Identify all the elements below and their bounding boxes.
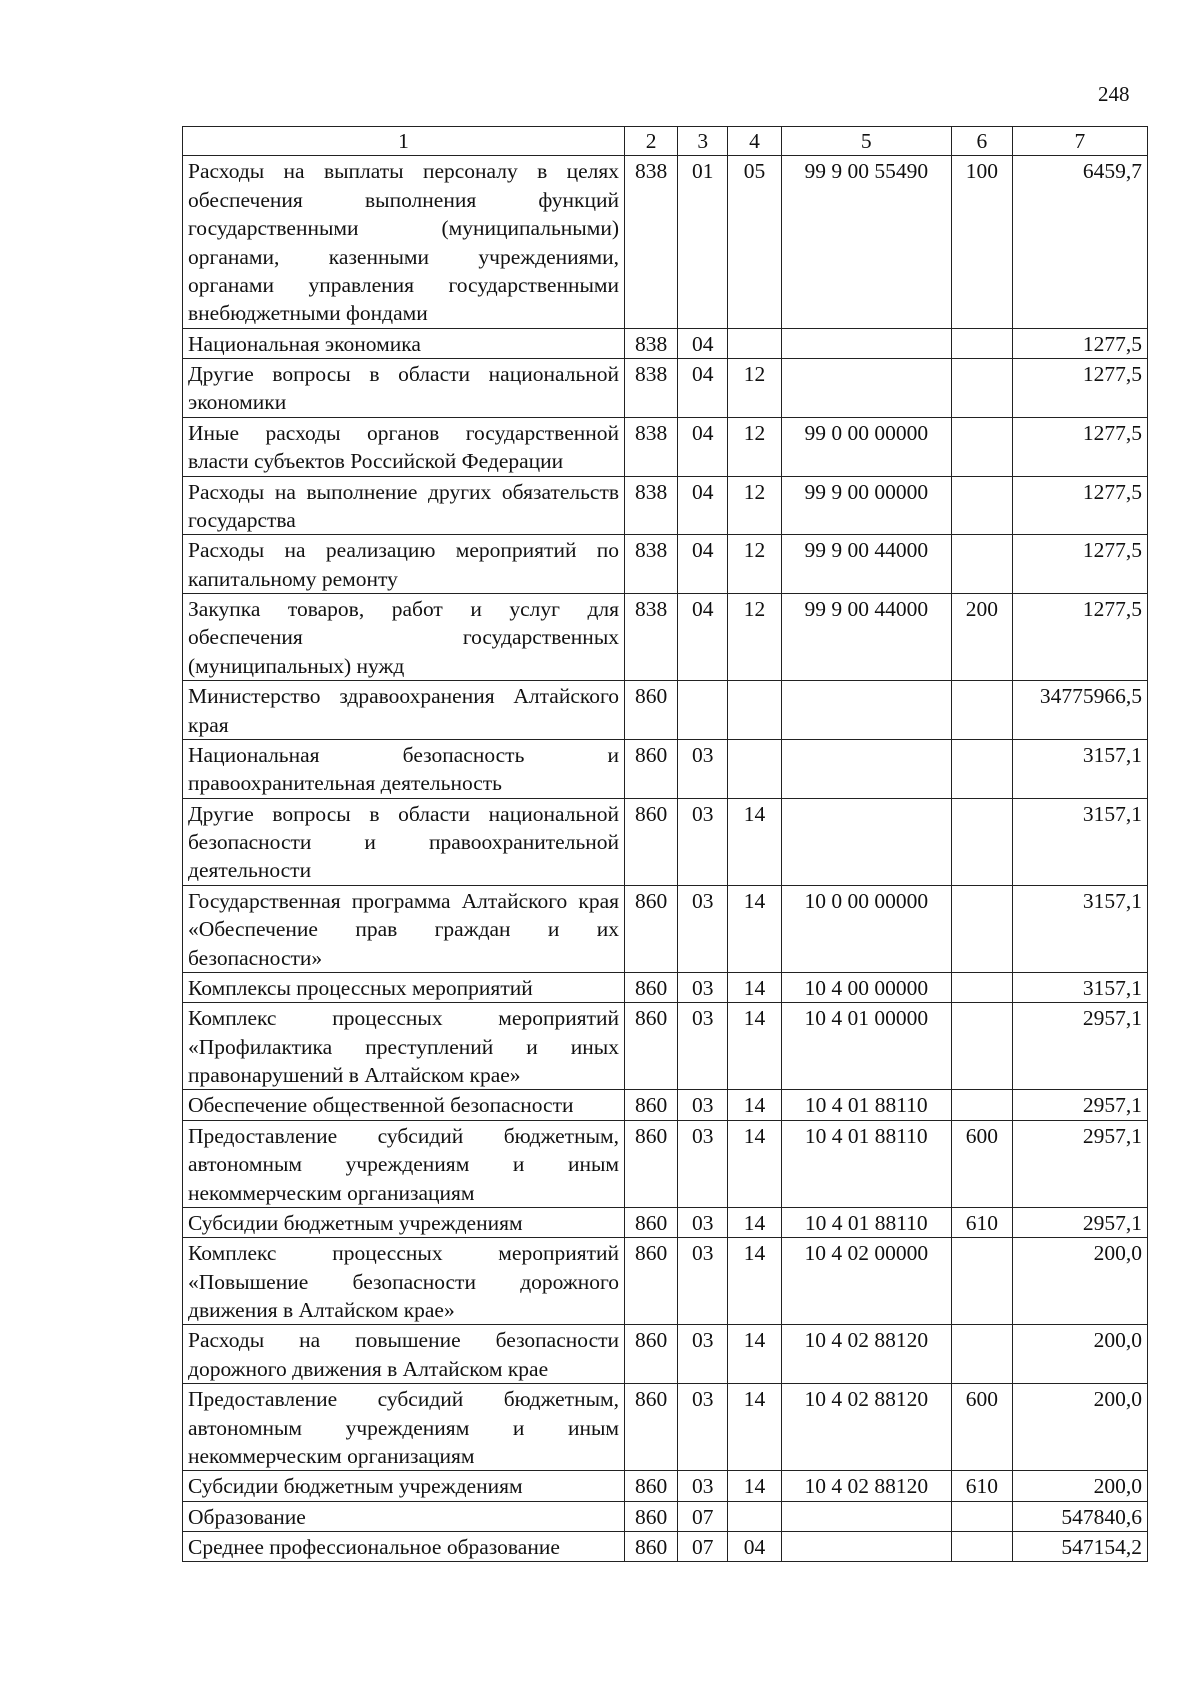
amount-cell: 1277,5: [1012, 476, 1147, 535]
section-code-cell: 03: [678, 1384, 728, 1471]
expense-name-cell: Образование: [183, 1501, 625, 1531]
subsection-code-cell: 12: [728, 359, 781, 418]
amount-cell: 2957,1: [1012, 1120, 1147, 1207]
subsection-code-cell: [728, 328, 781, 358]
section-code-cell: 03: [678, 1120, 728, 1207]
target-article-cell: [781, 1532, 951, 1562]
section-code-cell: 07: [678, 1532, 728, 1562]
expense-type-cell: [951, 328, 1012, 358]
target-article-cell: 10 4 01 00000: [781, 1003, 951, 1090]
ministry-code-cell: 838: [625, 156, 678, 328]
section-code-cell: 03: [678, 1238, 728, 1325]
section-code-cell: 03: [678, 1325, 728, 1384]
table-row: [183, 417, 1148, 476]
expense-type-cell: 200: [951, 594, 1012, 681]
expense-name-cell: Предоставление субсидий бюджетным, автономным учреждениям и иным некоммерческим организациям: [183, 1120, 625, 1207]
ministry-code-cell: 860: [625, 739, 678, 798]
amount-cell: 1277,5: [1012, 535, 1147, 594]
section-code-cell: 04: [678, 476, 728, 535]
expense-type-cell: [951, 972, 1012, 1002]
target-article-cell: 10 4 02 88120: [781, 1384, 951, 1471]
target-article-cell: [781, 328, 951, 358]
table-row: [183, 1532, 1148, 1562]
target-article-cell: 10 4 01 88110: [781, 1090, 951, 1120]
ministry-code-cell: 860: [625, 681, 678, 740]
amount-cell: 2957,1: [1012, 1090, 1147, 1120]
target-article-cell: [781, 681, 951, 740]
expense-name-cell: Закупка товаров, работ и услуг для обеспечения государственных (муниципальных) нужд: [183, 594, 625, 681]
amount-cell: 3157,1: [1012, 972, 1147, 1002]
ministry-code-cell: 838: [625, 535, 678, 594]
target-article-cell: 10 4 02 00000: [781, 1238, 951, 1325]
section-code-cell: 03: [678, 1090, 728, 1120]
expense-type-cell: [951, 417, 1012, 476]
expense-name-cell: Комплекс процессных мероприятий «Повышение безопасности дорожного движения в Алтайском крае»: [183, 1238, 625, 1325]
ministry-code-cell: 860: [625, 1207, 678, 1237]
expense-name-cell: Предоставление субсидий бюджетным, автономным учреждениям и иным некоммерческим организациям: [183, 1384, 625, 1471]
expense-name-cell: Национальная экономика: [183, 328, 625, 358]
target-article-cell: [781, 359, 951, 418]
table-row: [183, 156, 1148, 328]
section-code-cell: 07: [678, 1501, 728, 1531]
expense-type-cell: [951, 1003, 1012, 1090]
section-code-cell: 03: [678, 798, 728, 885]
subsection-code-cell: 14: [728, 1238, 781, 1325]
table-row: [183, 1090, 1148, 1120]
ministry-code-cell: 860: [625, 1384, 678, 1471]
ministry-code-cell: 860: [625, 1238, 678, 1325]
subsection-code-cell: 14: [728, 1325, 781, 1384]
page-number: 248: [1098, 82, 1130, 106]
table-row: [183, 1207, 1148, 1237]
section-code-cell: 03: [678, 1207, 728, 1237]
expense-name-cell: Расходы на выполнение других обязательств государства: [183, 476, 625, 535]
expense-name-cell: Расходы на реализацию мероприятий по капитальному ремонту: [183, 535, 625, 594]
table-row: [183, 328, 1148, 358]
table-row: [183, 1003, 1148, 1090]
table-row: [183, 359, 1148, 418]
section-code-cell: 03: [678, 739, 728, 798]
section-code-cell: 03: [678, 885, 728, 972]
ministry-code-cell: 838: [625, 476, 678, 535]
amount-cell: 3157,1: [1012, 798, 1147, 885]
expense-type-cell: [951, 1501, 1012, 1531]
section-code-cell: 04: [678, 535, 728, 594]
section-code-cell: 03: [678, 1003, 728, 1090]
section-code-cell: 04: [678, 594, 728, 681]
expense-name-cell: Другие вопросы в области национальной экономики: [183, 359, 625, 418]
expense-name-cell: Комплекс процессных мероприятий «Профилактика преступлений и иных правонарушений в Алтайском крае»: [183, 1003, 625, 1090]
subsection-code-cell: [728, 681, 781, 740]
ministry-code-cell: 860: [625, 1120, 678, 1207]
expense-name-cell: Среднее профессиональное образование: [183, 1532, 625, 1562]
amount-cell: 1277,5: [1012, 594, 1147, 681]
subsection-code-cell: 14: [728, 798, 781, 885]
subsection-code-cell: 14: [728, 1207, 781, 1237]
expense-type-cell: [951, 476, 1012, 535]
subsection-code-cell: 12: [728, 417, 781, 476]
expense-type-cell: 610: [951, 1207, 1012, 1237]
subsection-code-cell: [728, 739, 781, 798]
subsection-code-cell: 14: [728, 1003, 781, 1090]
ministry-code-cell: 860: [625, 1532, 678, 1562]
expense-type-cell: [951, 1532, 1012, 1562]
expense-name-cell: Расходы на повышение безопасности дорожного движения в Алтайском крае: [183, 1325, 625, 1384]
target-article-cell: [781, 798, 951, 885]
ministry-code-cell: 860: [625, 1471, 678, 1501]
amount-cell: 2957,1: [1012, 1207, 1147, 1237]
subsection-code-cell: [728, 1501, 781, 1531]
expense-name-cell: Другие вопросы в области национальной безопасности и правоохранительной деятельности: [183, 798, 625, 885]
expense-type-cell: [951, 739, 1012, 798]
ministry-code-cell: 838: [625, 594, 678, 681]
table-row: [183, 476, 1148, 535]
section-code-cell: 03: [678, 972, 728, 1002]
amount-cell: 200,0: [1012, 1325, 1147, 1384]
section-code-cell: 04: [678, 328, 728, 358]
amount-cell: 547840,6: [1012, 1501, 1147, 1531]
amount-cell: 547154,2: [1012, 1532, 1147, 1562]
section-code-cell: 04: [678, 417, 728, 476]
subsection-code-cell: 12: [728, 594, 781, 681]
expense-type-cell: [951, 1325, 1012, 1384]
subsection-code-cell: 14: [728, 885, 781, 972]
target-article-cell: 99 9 00 44000: [781, 535, 951, 594]
budget-table: [182, 126, 1148, 1562]
ministry-code-cell: 860: [625, 1003, 678, 1090]
table-row: [183, 798, 1148, 885]
amount-cell: 200,0: [1012, 1471, 1147, 1501]
ministry-code-cell: 860: [625, 1090, 678, 1120]
subsection-code-cell: 12: [728, 535, 781, 594]
expense-name-cell: Государственная программа Алтайского края «Обеспечение прав граждан и их безопасности»: [183, 885, 625, 972]
expense-type-cell: [951, 535, 1012, 594]
table-row: [183, 681, 1148, 740]
amount-cell: 34775966,5: [1012, 681, 1147, 740]
target-article-cell: 10 4 00 00000: [781, 972, 951, 1002]
ministry-code-cell: 860: [625, 798, 678, 885]
table-row: [183, 1325, 1148, 1384]
ministry-code-cell: 838: [625, 417, 678, 476]
header-cell: 4: [728, 127, 781, 156]
expense-name-cell: Комплексы процессных мероприятий: [183, 972, 625, 1002]
section-code-cell: [678, 681, 728, 740]
header-cell: 5: [781, 127, 951, 156]
ministry-code-cell: 860: [625, 972, 678, 1002]
table-row: [183, 1120, 1148, 1207]
target-article-cell: 10 4 01 88110: [781, 1207, 951, 1237]
expense-type-cell: [951, 681, 1012, 740]
header-cell: 3: [678, 127, 728, 156]
ministry-code-cell: 860: [625, 1325, 678, 1384]
amount-cell: 3157,1: [1012, 885, 1147, 972]
subsection-code-cell: 14: [728, 1384, 781, 1471]
ministry-code-cell: 838: [625, 328, 678, 358]
header-cell: 6: [951, 127, 1012, 156]
target-article-cell: 99 9 00 00000: [781, 476, 951, 535]
amount-cell: 200,0: [1012, 1384, 1147, 1471]
expense-type-cell: 600: [951, 1120, 1012, 1207]
section-code-cell: 01: [678, 156, 728, 328]
amount-cell: 200,0: [1012, 1238, 1147, 1325]
target-article-cell: 10 4 02 88120: [781, 1325, 951, 1384]
ministry-code-cell: 838: [625, 359, 678, 418]
expense-name-cell: Иные расходы органов государственной власти субъектов Российской Федерации: [183, 417, 625, 476]
subsection-code-cell: 04: [728, 1532, 781, 1562]
target-article-cell: 99 9 00 44000: [781, 594, 951, 681]
subsection-code-cell: 14: [728, 1090, 781, 1120]
ministry-code-cell: 860: [625, 1501, 678, 1531]
table-row: [183, 1471, 1148, 1501]
table-row: [183, 594, 1148, 681]
expense-type-cell: [951, 885, 1012, 972]
amount-cell: 1277,5: [1012, 328, 1147, 358]
amount-cell: 1277,5: [1012, 417, 1147, 476]
amount-cell: 3157,1: [1012, 739, 1147, 798]
expense-name-cell: Субсидии бюджетным учреждениям: [183, 1471, 625, 1501]
target-article-cell: 10 0 00 00000: [781, 885, 951, 972]
expense-name-cell: Обеспечение общественной безопасности: [183, 1090, 625, 1120]
subsection-code-cell: 12: [728, 476, 781, 535]
header-cell: 1: [183, 127, 625, 156]
expense-type-cell: [951, 359, 1012, 418]
amount-cell: 2957,1: [1012, 1003, 1147, 1090]
expense-type-cell: 100: [951, 156, 1012, 328]
table-row: [183, 972, 1148, 1002]
expense-name-cell: Министерство здравоохранения Алтайского края: [183, 681, 625, 740]
target-article-cell: 10 4 02 88120: [781, 1471, 951, 1501]
target-article-cell: 99 0 00 00000: [781, 417, 951, 476]
header-cell: 2: [625, 127, 678, 156]
table-header-row: [183, 127, 1148, 156]
expense-type-cell: [951, 798, 1012, 885]
expense-name-cell: Расходы на выплаты персоналу в целях обеспечения выполнения функций государственными (муниципальными) органами, казенными учреждениями, органами управления государственными внебюджетными фондами: [183, 156, 625, 328]
expense-type-cell: 610: [951, 1471, 1012, 1501]
amount-cell: 1277,5: [1012, 359, 1147, 418]
section-code-cell: 03: [678, 1471, 728, 1501]
subsection-code-cell: 05: [728, 156, 781, 328]
ministry-code-cell: 860: [625, 885, 678, 972]
subsection-code-cell: 14: [728, 972, 781, 1002]
target-article-cell: 10 4 01 88110: [781, 1120, 951, 1207]
table-row: [183, 1384, 1148, 1471]
expense-type-cell: [951, 1238, 1012, 1325]
target-article-cell: [781, 739, 951, 798]
subsection-code-cell: 14: [728, 1471, 781, 1501]
table-row: [183, 885, 1148, 972]
expense-name-cell: Субсидии бюджетным учреждениям: [183, 1207, 625, 1237]
expense-type-cell: [951, 1090, 1012, 1120]
amount-cell: 6459,7: [1012, 156, 1147, 328]
table-row: [183, 535, 1148, 594]
table-row: [183, 1238, 1148, 1325]
target-article-cell: 99 9 00 55490: [781, 156, 951, 328]
table-row: [183, 1501, 1148, 1531]
expense-type-cell: 600: [951, 1384, 1012, 1471]
target-article-cell: [781, 1501, 951, 1531]
subsection-code-cell: 14: [728, 1120, 781, 1207]
expense-name-cell: Национальная безопасность и правоохранительная деятельность: [183, 739, 625, 798]
table-row: [183, 739, 1148, 798]
section-code-cell: 04: [678, 359, 728, 418]
header-cell: 7: [1012, 127, 1147, 156]
